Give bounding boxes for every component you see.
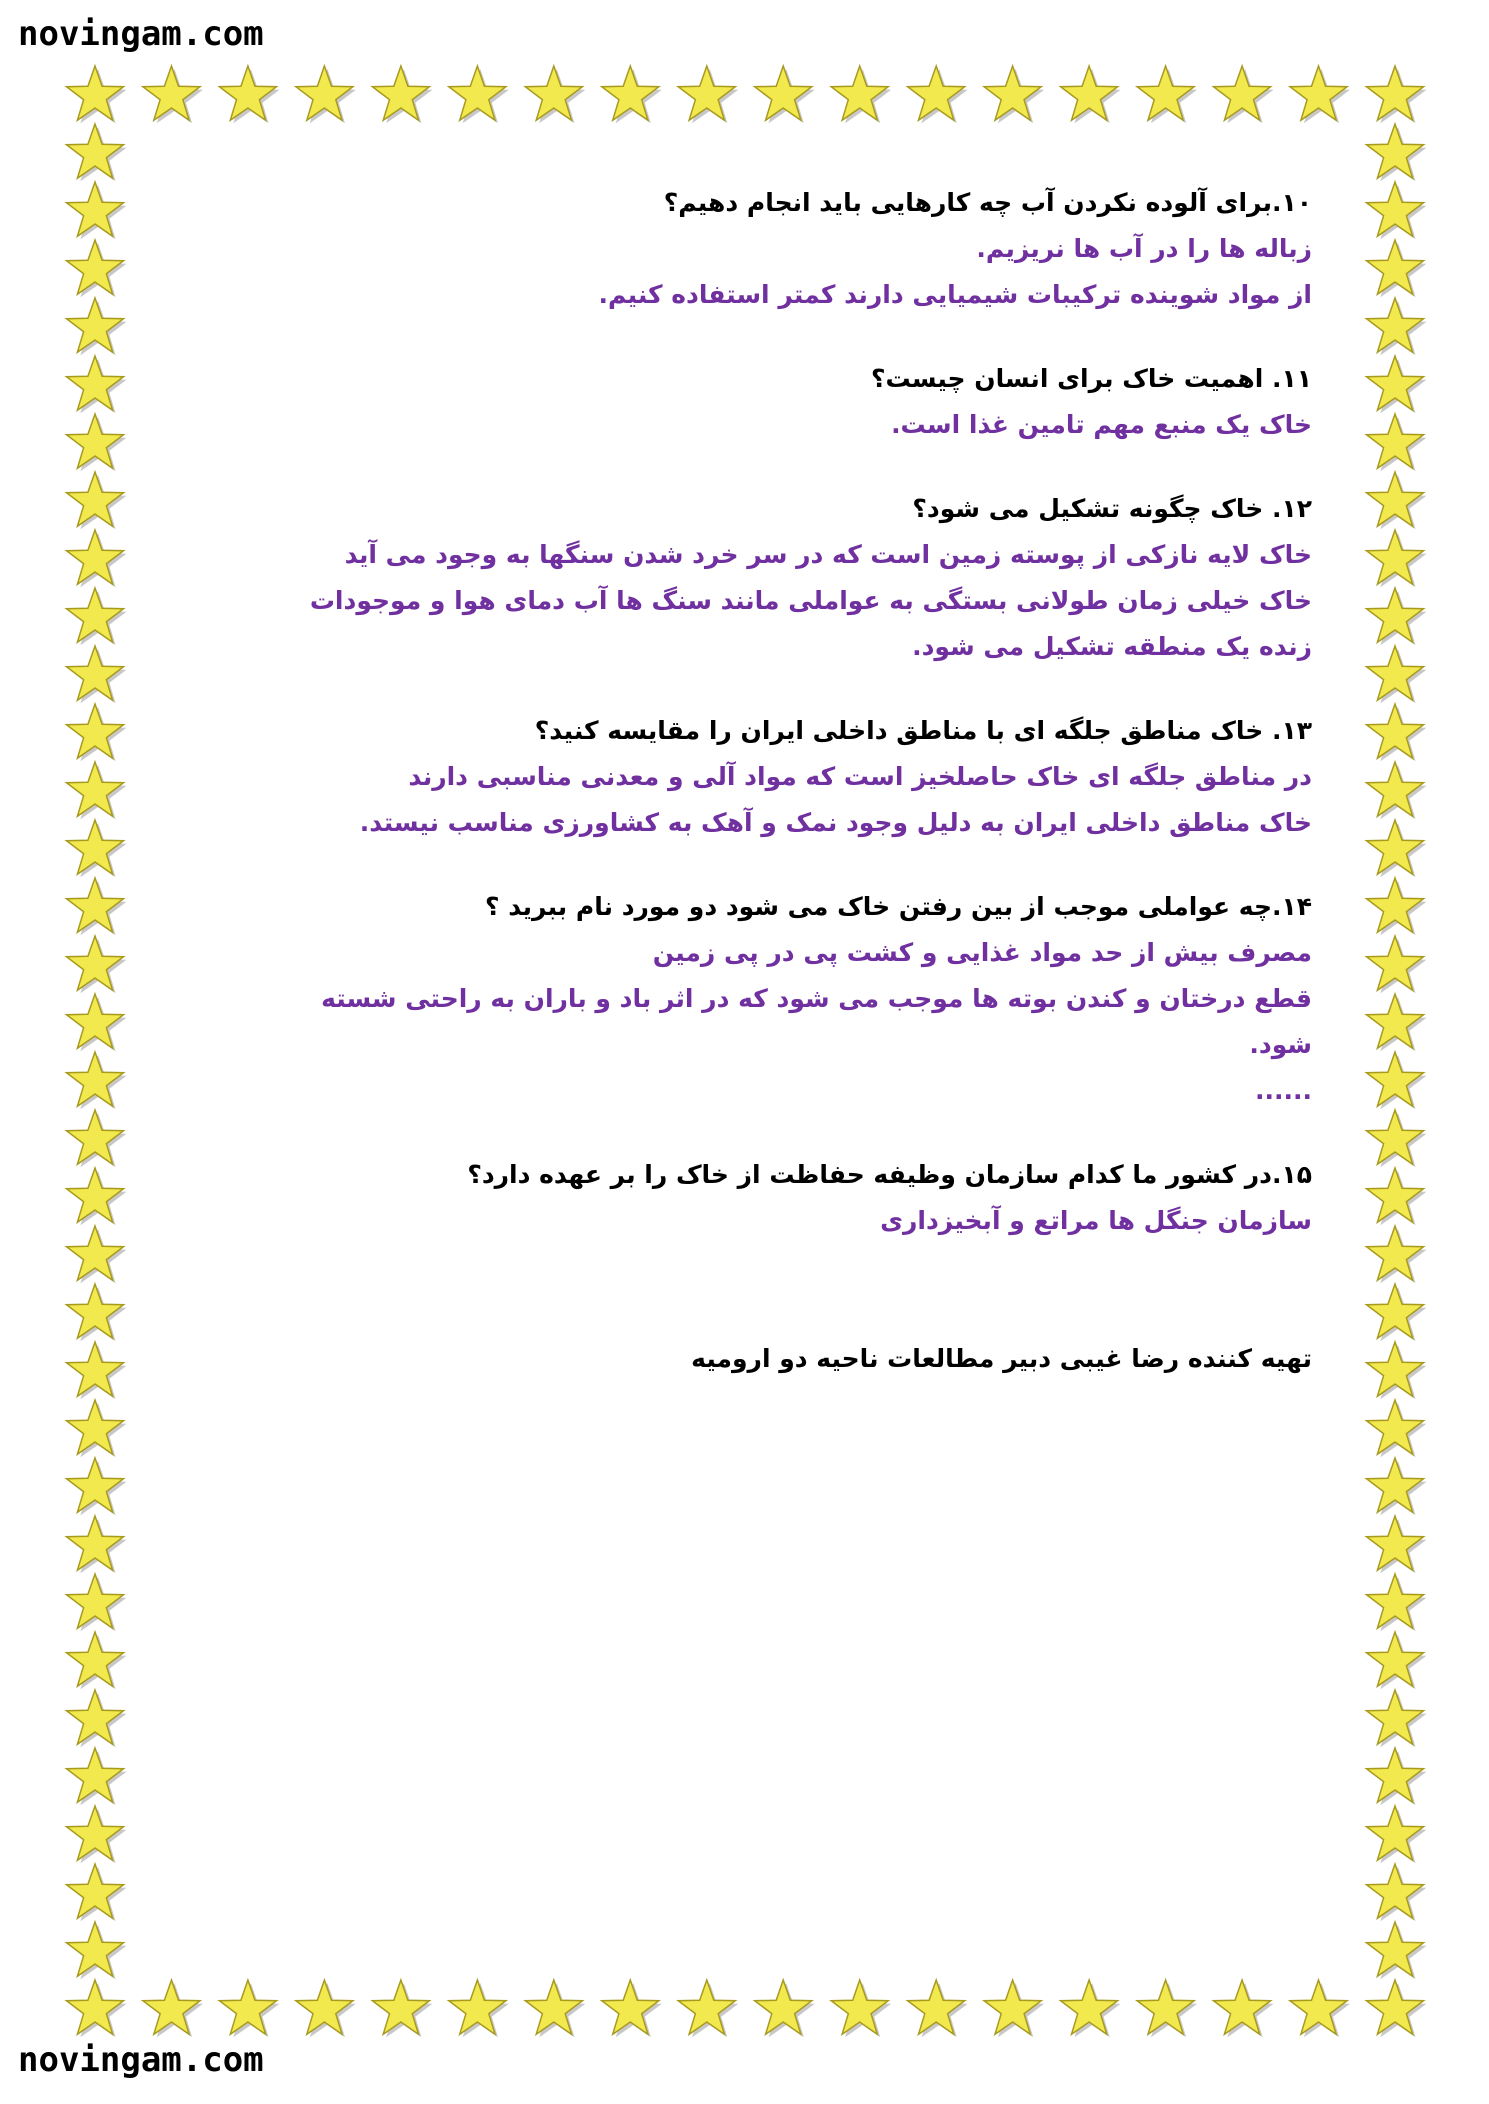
- answer-paragraph: خاک لایه نازکی از پوسته زمین است که در سر خرد شدن سنگها به وجود می آید خاک خیلی زمان طولانی بستگی به عواملی مانند سنگ ها آب دمای هوا و موجودات زنده یک منطقه تشکیل می شود.: [309, 540, 1312, 661]
- answer-line: خاک مناطق داخلی ایران به دلیل وجود نمک و آهک به کشاورزی مناسب نیستد.: [359, 808, 1312, 837]
- answer-line: زباله ها را در آب ها نریزیم.: [976, 234, 1312, 263]
- document-body: [290, 180, 1312, 1282]
- qa-item-15: [290, 1152, 1312, 1244]
- question-11: ۱۱. اهمیت خاک برای انسان چیست؟: [870, 364, 1312, 393]
- answer-ellipsis: ......: [1255, 1076, 1312, 1105]
- question-13: ۱۳. خاک مناطق جلگه ای با مناطق داخلی ایران را مقایسه کنید؟: [534, 716, 1312, 745]
- question-14: ۱۴.چه عواملی موجب از بین رفتن خاک می شود دو مورد نام ببرید ؟: [485, 892, 1312, 921]
- answer-line: قطع درختان و کندن بوته ها موجب می شود که در اثر باد و باران به راحتی شسته شود.: [321, 984, 1312, 1059]
- watermark-bottom: novingam.com: [18, 2040, 264, 2080]
- answer-line: خاک یک منبع مهم تامین غذا است.: [891, 410, 1312, 439]
- answer-line: مصرف بیش از حد مواد غذایی و کشت پی در پی زمین: [652, 938, 1312, 967]
- answer-line: سازمان جنگل ها مراتع و آبخیزداری: [880, 1206, 1312, 1235]
- answer-line: از مواد شوینده ترکیبات شیمیایی دارند کمتر استفاده کنیم.: [598, 280, 1312, 309]
- answer-line: در مناطق جلگه ای خاک حاصلخیز است که مواد آلی و معدنی مناسبی دارند: [408, 762, 1312, 791]
- question-10: ۱۰.برای آلوده نکردن آب چه کارهایی باید انجام دهیم؟: [663, 188, 1312, 217]
- qa-item-10: [290, 180, 1312, 318]
- qa-item-11: [290, 356, 1312, 448]
- qa-item-14: [290, 884, 1312, 1114]
- watermark-top: novingam.com: [18, 14, 264, 54]
- author-credit: تهیه کننده رضا غیبی دبیر مطالعات ناحیه دو ارومیه: [691, 1344, 1312, 1373]
- qa-item-13: [290, 708, 1312, 846]
- question-15: ۱۵.در کشور ما کدام سازمان وظیفه حفاظت از خاک را بر عهده دارد؟: [467, 1160, 1312, 1189]
- qa-item-12: [290, 486, 1312, 670]
- question-12: ۱۲. خاک چگونه تشکیل می شود؟: [912, 494, 1312, 523]
